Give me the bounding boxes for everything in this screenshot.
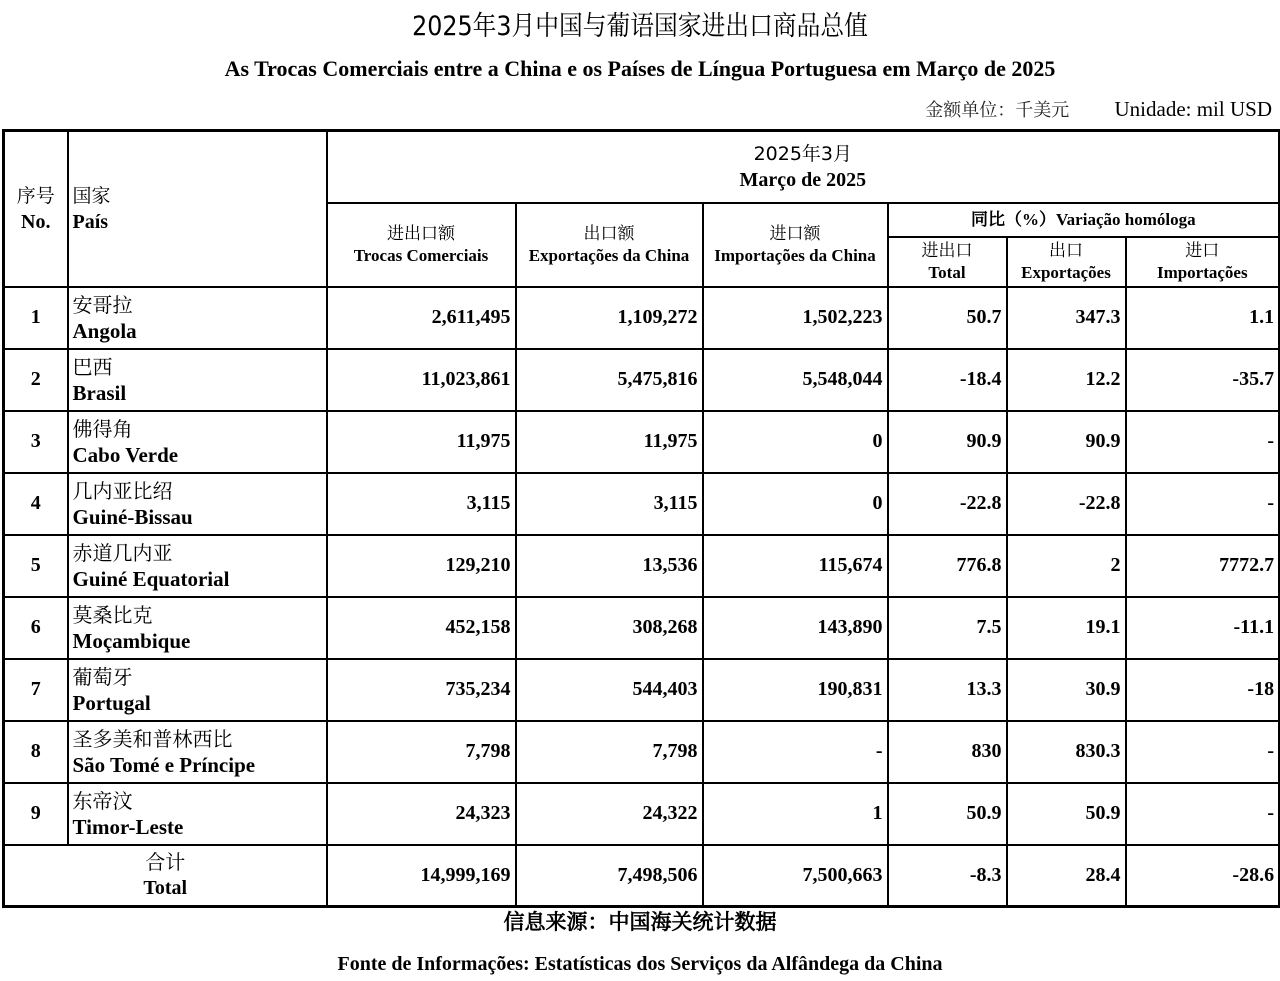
header-trade-zh: 进出口额 — [387, 223, 455, 244]
cell-imports: 143,890 — [703, 597, 888, 659]
cell-yoy-exports: 19.1 — [1007, 597, 1126, 659]
cell-trade: 452,158 — [327, 597, 516, 659]
cell-exports: 308,268 — [516, 597, 703, 659]
country-name-zh: 几内亚比绍 — [72, 478, 173, 503]
row-country — [68, 721, 327, 783]
cell-yoy-total: 50.7 — [888, 287, 1007, 349]
table-row — [4, 473, 1280, 535]
cell-exports: 1,109,272 — [516, 287, 703, 349]
row-country — [68, 597, 327, 659]
country-name-pt: Portugal — [72, 690, 151, 715]
cell-yoy-total: -22.8 — [888, 473, 1007, 535]
cell-imports: 1 — [703, 783, 888, 845]
cell-yoy-imports: - — [1126, 411, 1280, 473]
country-name-zh: 赤道几内亚 — [72, 540, 173, 565]
total-imports: 7,500,663 — [703, 845, 888, 907]
row-no: 8 — [4, 721, 68, 783]
cell-yoy-imports: - — [1126, 473, 1280, 535]
cell-imports: 0 — [703, 473, 888, 535]
header-country — [68, 131, 327, 287]
header-yoy-exports-zh: 出口 — [1049, 240, 1083, 261]
cell-yoy-total: 50.9 — [888, 783, 1007, 845]
row-no: 3 — [4, 411, 68, 473]
cell-yoy-exports: 50.9 — [1007, 783, 1126, 845]
header-yoy-exports-pt: Exportações — [1021, 262, 1111, 282]
source-note-pt: Fonte de Informações: Estatísticas dos Serviços da Alfândega da China — [337, 953, 943, 975]
header-trade-pt: Trocas Comerciais — [353, 245, 489, 265]
country-name-zh: 圣多美和普林西比 — [72, 726, 233, 751]
header-no-zh: 序号 — [16, 184, 55, 207]
table-row — [4, 783, 1280, 845]
cell-yoy-imports: 1.1 — [1126, 287, 1280, 349]
cell-yoy-total: -18.4 — [888, 349, 1007, 411]
cell-yoy-imports: -35.7 — [1126, 349, 1280, 411]
cell-trade: 735,234 — [327, 659, 516, 721]
header-period — [327, 131, 1280, 203]
row-country — [68, 287, 327, 349]
cell-trade: 11,023,861 — [327, 349, 516, 411]
source-note-zh: 信息来源：中国海关统计数据 — [503, 910, 777, 934]
cell-trade: 24,323 — [327, 783, 516, 845]
cell-yoy-exports: 347.3 — [1007, 287, 1126, 349]
country-name-pt: Cabo Verde — [72, 442, 179, 467]
country-name-zh: 东帝汶 — [72, 788, 133, 813]
country-name-zh: 佛得角 — [72, 416, 133, 441]
country-name-pt: Moçambique — [72, 628, 191, 653]
table-row — [4, 659, 1280, 721]
header-yoy-imports-pt: Importações — [1156, 262, 1248, 282]
cell-yoy-imports: -18 — [1126, 659, 1280, 721]
row-no: 7 — [4, 659, 68, 721]
cell-exports: 5,475,816 — [516, 349, 703, 411]
row-country — [68, 349, 327, 411]
unit-label — [925, 96, 1272, 122]
header-yoy-total-pt: Total — [928, 262, 966, 282]
country-name-zh: 莫桑比克 — [72, 602, 153, 627]
cell-yoy-total: 13.3 — [888, 659, 1007, 721]
table-row — [4, 597, 1280, 659]
header-trade — [327, 203, 516, 287]
row-country — [68, 659, 327, 721]
cell-yoy-exports: 30.9 — [1007, 659, 1126, 721]
header-imports-zh: 进口额 — [769, 223, 821, 244]
page-title-pt: As Trocas Comerciais entre a China e os Países de Língua Portuguesa em Março de 2025 — [224, 56, 1056, 81]
total-label-zh: 合计 — [145, 850, 186, 875]
header-exports-pt: Exportações da China — [528, 245, 690, 265]
country-name-zh: 葡萄牙 — [72, 664, 133, 689]
cell-imports: - — [703, 721, 888, 783]
total-yoy-total: -8.3 — [888, 845, 1007, 907]
row-no: 1 — [4, 287, 68, 349]
header-yoy-label: 同比（%）Variação homóloga — [970, 209, 1196, 229]
cell-exports: 13,536 — [516, 535, 703, 597]
table-row — [4, 411, 1280, 473]
unit-label-zh: 金额单位：千美元 — [925, 100, 1070, 121]
cell-yoy-imports: - — [1126, 783, 1280, 845]
cell-trade: 7,798 — [327, 721, 516, 783]
cell-exports: 3,115 — [516, 473, 703, 535]
cell-yoy-total: 7.5 — [888, 597, 1007, 659]
table-row — [4, 349, 1280, 411]
cell-yoy-exports: 90.9 — [1007, 411, 1126, 473]
row-no: 9 — [4, 783, 68, 845]
total-yoy-exports: 28.4 — [1007, 845, 1126, 907]
row-no: 6 — [4, 597, 68, 659]
cell-yoy-exports: 2 — [1007, 535, 1126, 597]
total-exports: 7,498,506 — [516, 845, 703, 907]
cell-yoy-exports: 830.3 — [1007, 721, 1126, 783]
cell-yoy-exports: 12.2 — [1007, 349, 1126, 411]
cell-yoy-exports: -22.8 — [1007, 473, 1126, 535]
header-yoy-exports — [1007, 237, 1126, 287]
table-row — [4, 721, 1280, 783]
cell-yoy-total: 776.8 — [888, 535, 1007, 597]
row-no: 4 — [4, 473, 68, 535]
total-yoy-imports: -28.6 — [1126, 845, 1280, 907]
row-no: 5 — [4, 535, 68, 597]
cell-yoy-imports: - — [1126, 721, 1280, 783]
cell-imports: 190,831 — [703, 659, 888, 721]
total-trade: 14,999,169 — [327, 845, 516, 907]
row-country — [68, 535, 327, 597]
cell-imports: 115,674 — [703, 535, 888, 597]
header-imports-pt: Importações da China — [714, 245, 876, 265]
row-country — [68, 473, 327, 535]
country-name-zh: 安哥拉 — [72, 292, 133, 317]
header-country-zh: 国家 — [72, 184, 111, 207]
cell-exports: 544,403 — [516, 659, 703, 721]
unit-label-pt: Unidade: mil USD — [1114, 97, 1272, 121]
cell-yoy-imports: -11.1 — [1126, 597, 1280, 659]
row-no: 2 — [4, 349, 68, 411]
country-name-zh: 巴西 — [72, 354, 113, 379]
header-country-pt: País — [72, 210, 109, 233]
header-period-zh: 2025年3月 — [753, 142, 853, 165]
total-label-pt: Total — [143, 877, 188, 900]
header-period-pt: Março de 2025 — [739, 168, 867, 191]
cell-imports: 5,548,044 — [703, 349, 888, 411]
cell-yoy-total: 90.9 — [888, 411, 1007, 473]
country-name-pt: São Tomé e Príncipe — [72, 752, 256, 777]
cell-exports: 24,322 — [516, 783, 703, 845]
country-name-pt: Angola — [72, 318, 137, 343]
country-name-pt: Guiné Equatorial — [72, 566, 230, 591]
header-yoy — [888, 203, 1280, 237]
table-row — [4, 535, 1280, 597]
cell-trade: 129,210 — [327, 535, 516, 597]
trade-table — [2, 129, 1280, 908]
total-row — [4, 845, 1280, 907]
total-label — [4, 845, 327, 907]
header-no-pt: No. — [21, 210, 51, 233]
cell-trade: 11,975 — [327, 411, 516, 473]
country-name-pt: Brasil — [72, 380, 127, 405]
header-exports — [516, 203, 703, 287]
row-country — [68, 783, 327, 845]
cell-trade: 3,115 — [327, 473, 516, 535]
page-title-zh: 2025年3月中国与葡语国家进出口商品总值 — [412, 11, 868, 42]
cell-imports: 1,502,223 — [703, 287, 888, 349]
header-yoy-imports — [1126, 237, 1280, 287]
header-yoy-imports-zh: 进口 — [1185, 240, 1220, 261]
header-exports-zh: 出口额 — [583, 223, 635, 244]
header-yoy-total-zh: 进出口 — [921, 240, 973, 261]
cell-trade: 2,611,495 — [327, 287, 516, 349]
cell-yoy-imports: 7772.7 — [1126, 535, 1280, 597]
cell-imports: 0 — [703, 411, 888, 473]
header-yoy-total — [888, 237, 1007, 287]
cell-yoy-total: 830 — [888, 721, 1007, 783]
country-name-pt: Timor-Leste — [72, 814, 184, 839]
table-row — [4, 287, 1280, 349]
cell-exports: 11,975 — [516, 411, 703, 473]
country-name-pt: Guiné-Bissau — [72, 504, 193, 529]
header-imports — [703, 203, 888, 287]
header-no — [4, 131, 68, 287]
cell-exports: 7,798 — [516, 721, 703, 783]
row-country — [68, 411, 327, 473]
